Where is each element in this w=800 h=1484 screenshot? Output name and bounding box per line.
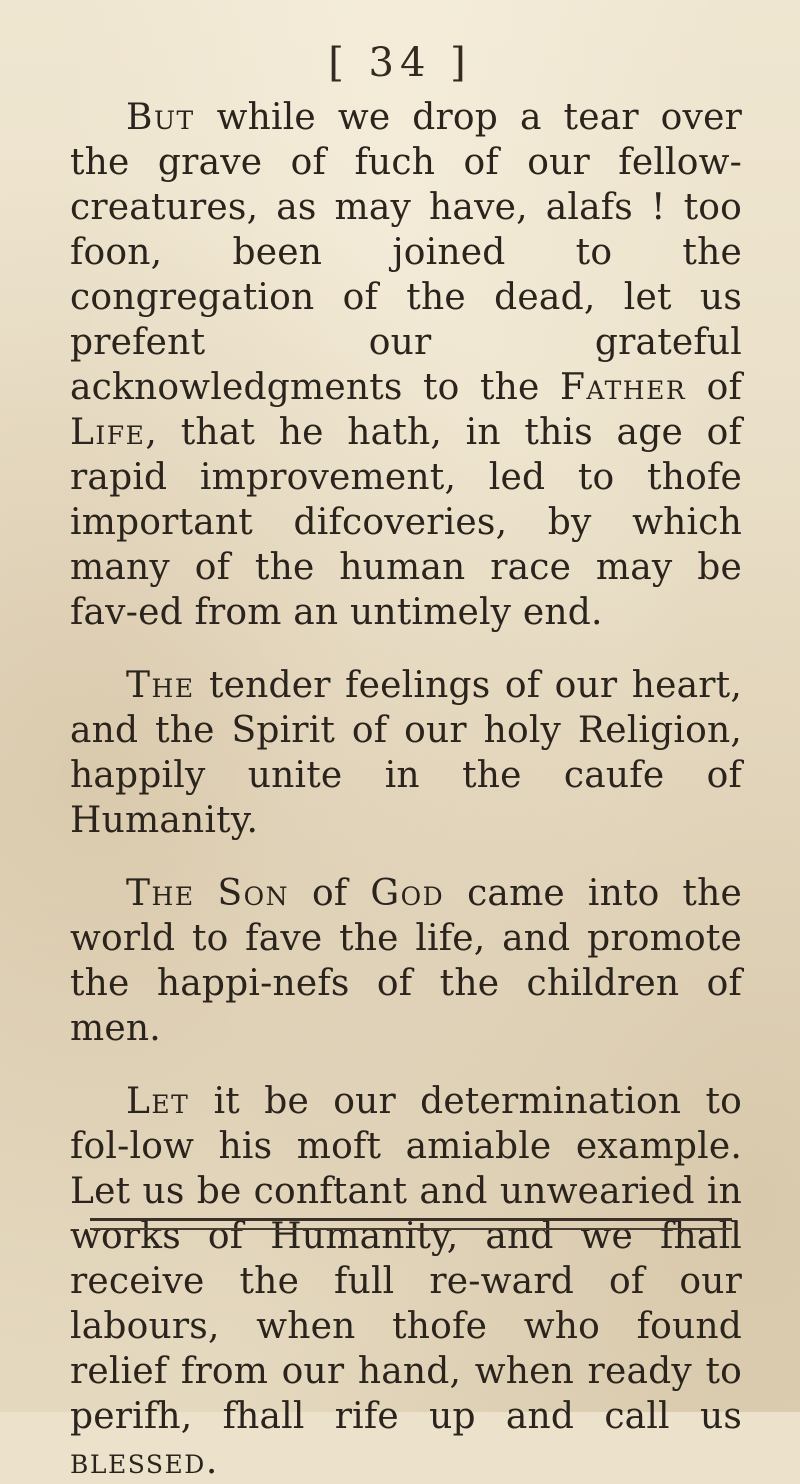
paragraph-4-lead: Let (126, 1081, 190, 1122)
paragraph-3-text-3: came into the world to fave the life, and promote the happi-nefs of the children of men. (70, 873, 742, 1049)
paragraph-4-text-2: . (205, 1441, 218, 1482)
body-text (70, 95, 742, 1484)
paragraph-1 (70, 95, 742, 635)
paragraph-3-lead: The (126, 873, 195, 914)
paragraph-1-text-2: of (686, 367, 742, 408)
paragraph-3-caps-son: Son (217, 873, 290, 914)
paragraph-4-caps-blessed: blessed (70, 1441, 206, 1482)
paragraph-1-caps-father: Father (559, 367, 687, 408)
paragraph-1-lead: But (126, 97, 195, 138)
paragraph-4-text: it be our determination to fol-low his moft amiable example. Let us be conftant and unwearied in works of Humanity, and we fhall receive the full re-ward of our labours, when thofe who found relief from our hand, when ready to perifh, fhall rife up and call us (70, 1081, 742, 1437)
page-number: [ 34 ] (328, 40, 472, 86)
paragraph-2-lead: The (126, 665, 195, 706)
paragraph-2 (70, 663, 742, 843)
paragraph-1-text-3: , that he hath, in this age of rapid improvement, led to thofe important difcoveries, by which many of the human race may be fav-ed from an untimely end. (70, 412, 742, 633)
paragraph-3-caps-god: God (370, 873, 445, 914)
paragraph-4 (70, 1079, 742, 1484)
paragraph-2-text: tender feelings of our heart, and the Spirit of our holy Religion, happily unite in the caufe of Humanity. (70, 665, 742, 841)
paragraph-3-text (195, 873, 218, 914)
paragraph-1-caps-life: Life (70, 412, 146, 453)
paragraph-3 (70, 871, 742, 1051)
closing-ornamental-rule (90, 1218, 732, 1230)
paragraph-3-text-2: of (289, 873, 371, 914)
paragraph-1-text: while we drop a tear over the grave of fuch of our fellow-creatures, as may have, alafs ! too foon, been joined to the congregation of the dead, let us prefent our grateful acknowledgments to the (70, 97, 742, 408)
